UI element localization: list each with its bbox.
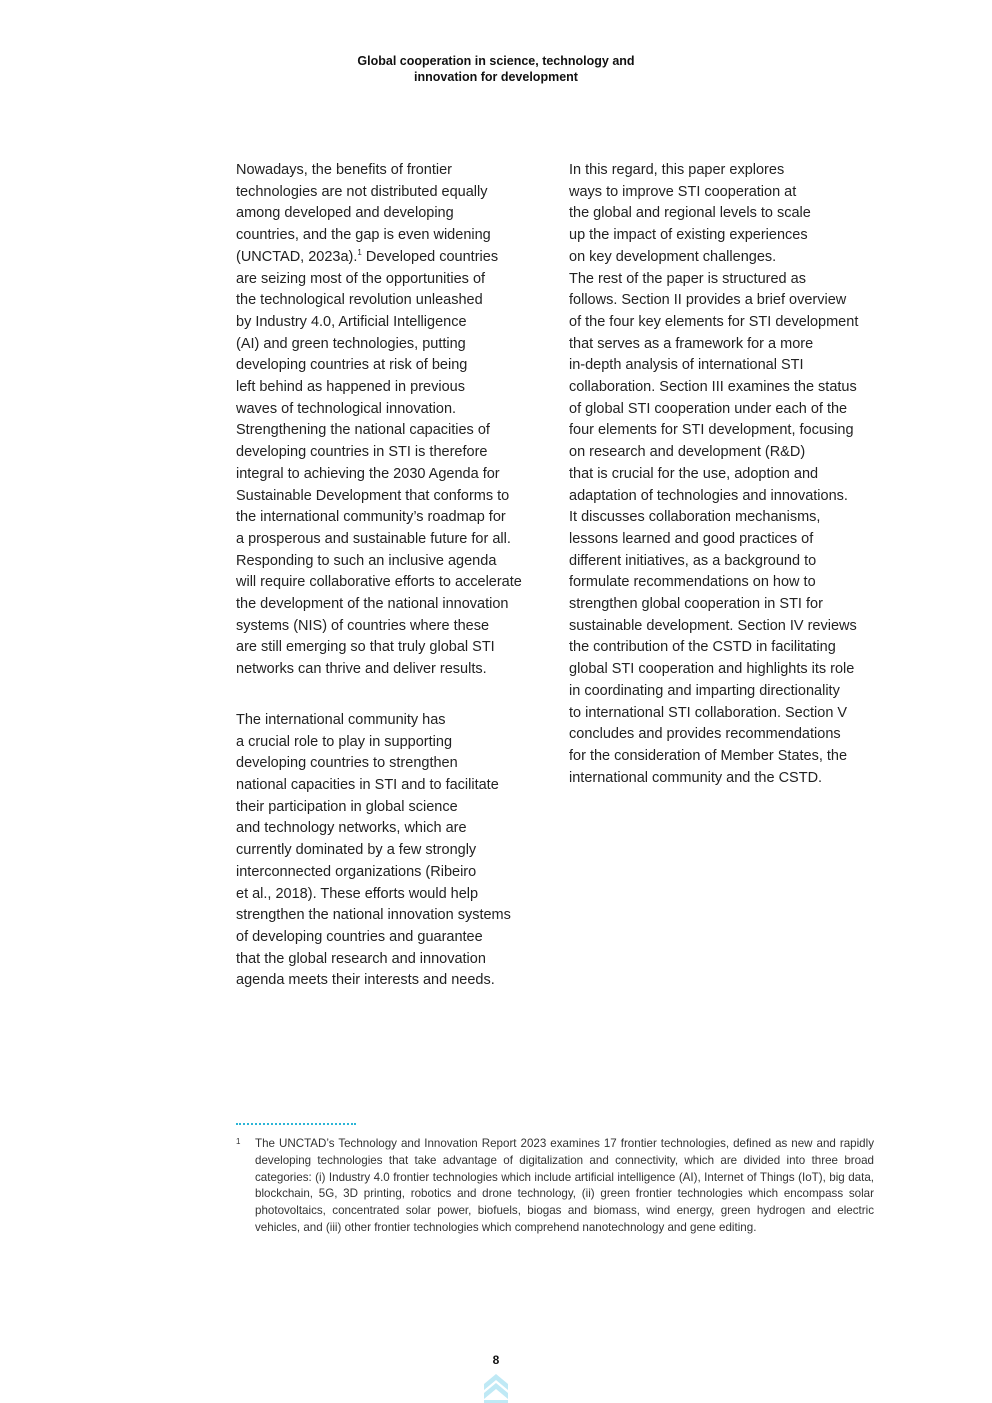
left-column — [236, 160, 546, 992]
text-line: It discusses collaboration mechanisms, — [569, 509, 821, 526]
text-line: are seizing most of the opportunities of — [236, 270, 486, 287]
paragraph-paper-explores — [569, 160, 881, 269]
text-line: for the consideration of Member States, the — [569, 747, 848, 764]
text-line: of the four key elements for STI development — [569, 313, 859, 330]
text-line: international community and the CSTD. — [569, 769, 823, 786]
text-line: The rest of the paper is structured as — [569, 270, 806, 287]
text-line: follows. Section II provides a brief overview — [569, 292, 847, 309]
text-line: on research and development (R&D) — [569, 444, 806, 461]
text-line: In this regard, this paper explores — [569, 162, 785, 178]
text-line: in coordinating and imparting directionality — [569, 682, 840, 699]
footnote-separator — [236, 1123, 356, 1125]
footnote-number: 1 — [236, 1137, 241, 1146]
text-line: waves of technological innovation. — [236, 400, 457, 417]
text-line: of global STI cooperation under each of the — [569, 400, 848, 417]
text-line: a prosperous and sustainable future for all. — [236, 530, 511, 547]
footnote — [236, 1136, 874, 1237]
text-line: a crucial role to play in supporting — [236, 733, 453, 750]
text-line: strengthen global cooperation in STI for — [569, 596, 823, 613]
paragraph-frontier-benefits — [236, 160, 546, 420]
text-line: ways to improve STI cooperation at — [569, 183, 797, 200]
text-line: of developing countries and guarantee — [236, 928, 483, 945]
text-line: collaboration. Section III examines the status — [569, 379, 857, 396]
text-line: the development of the national innovation — [236, 596, 509, 613]
text-line: in-depth analysis of international STI — [569, 357, 804, 374]
text-line: (AI) and green technologies, putting — [236, 335, 466, 352]
text-line: networks can thrive and deliver results. — [236, 661, 487, 678]
paragraph-national-capacities — [236, 420, 546, 680]
text-line: that the global research and innovation — [236, 950, 486, 967]
text-line: lessons learned and good practices of — [569, 530, 814, 547]
text-line: agenda meets their interests and needs. — [236, 972, 495, 989]
text-line: developing countries in STI is therefore — [236, 444, 488, 461]
text-line: systems (NIS) of countries where these — [236, 617, 490, 634]
text-line: four elements for STI development, focusing — [569, 422, 854, 439]
text-continuation: Developed countries — [361, 248, 499, 265]
text-line: global STI cooperation and highlights its role — [569, 661, 855, 678]
text-line: on key development challenges. — [569, 248, 777, 265]
text-line: up the impact of existing experiences — [569, 227, 808, 244]
text-line: by Industry 4.0, Artificial Intelligence — [236, 313, 467, 330]
text-line: Sustainable Development that conforms to — [236, 487, 510, 504]
text-line: are still emerging so that truly global STI — [236, 639, 495, 656]
text-line: left behind as happened in previous — [236, 379, 465, 396]
text-line: The international community has — [236, 711, 446, 728]
text-line — [236, 247, 546, 269]
text-line: Responding to such an inclusive agenda — [236, 552, 497, 569]
text-line: will require collaborative efforts to accelerate — [236, 574, 522, 591]
right-column — [569, 160, 881, 789]
page-number: 8 — [492, 1353, 500, 1367]
text-line: national capacities in STI and to facilitate — [236, 776, 499, 793]
text-line: sustainable development. Section IV reviews — [569, 617, 857, 634]
text-line: currently dominated by a few strongly — [236, 842, 477, 859]
text-line: adaptation of technologies and innovations. — [569, 487, 848, 504]
running-header — [0, 53, 992, 85]
text-line: the international community’s roadmap for — [236, 509, 506, 526]
header-title-line1: Global cooperation in science, technology and — [357, 54, 635, 68]
text-line: the technological revolution unleashed — [236, 292, 483, 309]
text-line: strengthen the national innovation systems — [236, 907, 511, 924]
text-line: Nowadays, the benefits of frontier — [236, 162, 453, 178]
text-line: countries, and the gap is even widening — [236, 227, 491, 244]
paragraph-paper-structure — [569, 269, 881, 790]
text-line: developing countries at risk of being — [236, 357, 468, 374]
footnote-text: The UNCTAD’s Technology and Innovation Report 2023 examines 17 frontier technologies, defined as new and rapidly developing technologies that take advantage of digitalization and connectivity, which are divided into three broad categories: (i) Industry 4.0 frontier technologies which include artificial intelligence (AI), Internet of Things (IoT), big data, blockchain, 5G, 3D printing, robotics and drone technology, (ii) green frontier technologies which encompass solar photovoltaics, concentrated solar power, biofuels, biogas and biomass, wind energy, green hydrogen and electric vehicles, and (iii) other frontier technologies which comprehend nanotechnology and gene editing. — [255, 1137, 874, 1234]
chevron-up-icon — [484, 1374, 508, 1403]
paragraph-international-community — [236, 710, 546, 992]
text-line: interconnected organizations (Ribeiro — [236, 863, 477, 880]
text-line: et al., 2018). These efforts would help — [236, 885, 479, 902]
text-line: to international STI collaboration. Section V — [569, 704, 848, 721]
text-line: concludes and provides recommendations — [569, 726, 841, 743]
footnote-reference[interactable]: 1 — [357, 247, 362, 257]
header-title-line2: innovation for development — [414, 70, 578, 84]
text-line: among developed and developing — [236, 205, 454, 222]
text-line: formulate recommendations on how to — [569, 574, 816, 591]
text-line: that serves as a framework for a more — [569, 335, 814, 352]
citation-text: (UNCTAD, 2023a). — [236, 248, 358, 265]
text-line: and technology networks, which are — [236, 820, 467, 837]
text-line: their participation in global science — [236, 798, 458, 815]
text-line: technologies are not distributed equally — [236, 183, 488, 200]
text-line: different initiatives, as a background to — [569, 552, 817, 569]
text-line: the global and regional levels to scale — [569, 205, 811, 222]
text-line: that is crucial for the use, adoption and — [569, 465, 819, 482]
text-line: the contribution of the CSTD in facilitating — [569, 639, 836, 656]
text-line: integral to achieving the 2030 Agenda for — [236, 465, 500, 482]
text-line: Strengthening the national capacities of — [236, 422, 490, 439]
text-line: developing countries to strengthen — [236, 755, 458, 772]
